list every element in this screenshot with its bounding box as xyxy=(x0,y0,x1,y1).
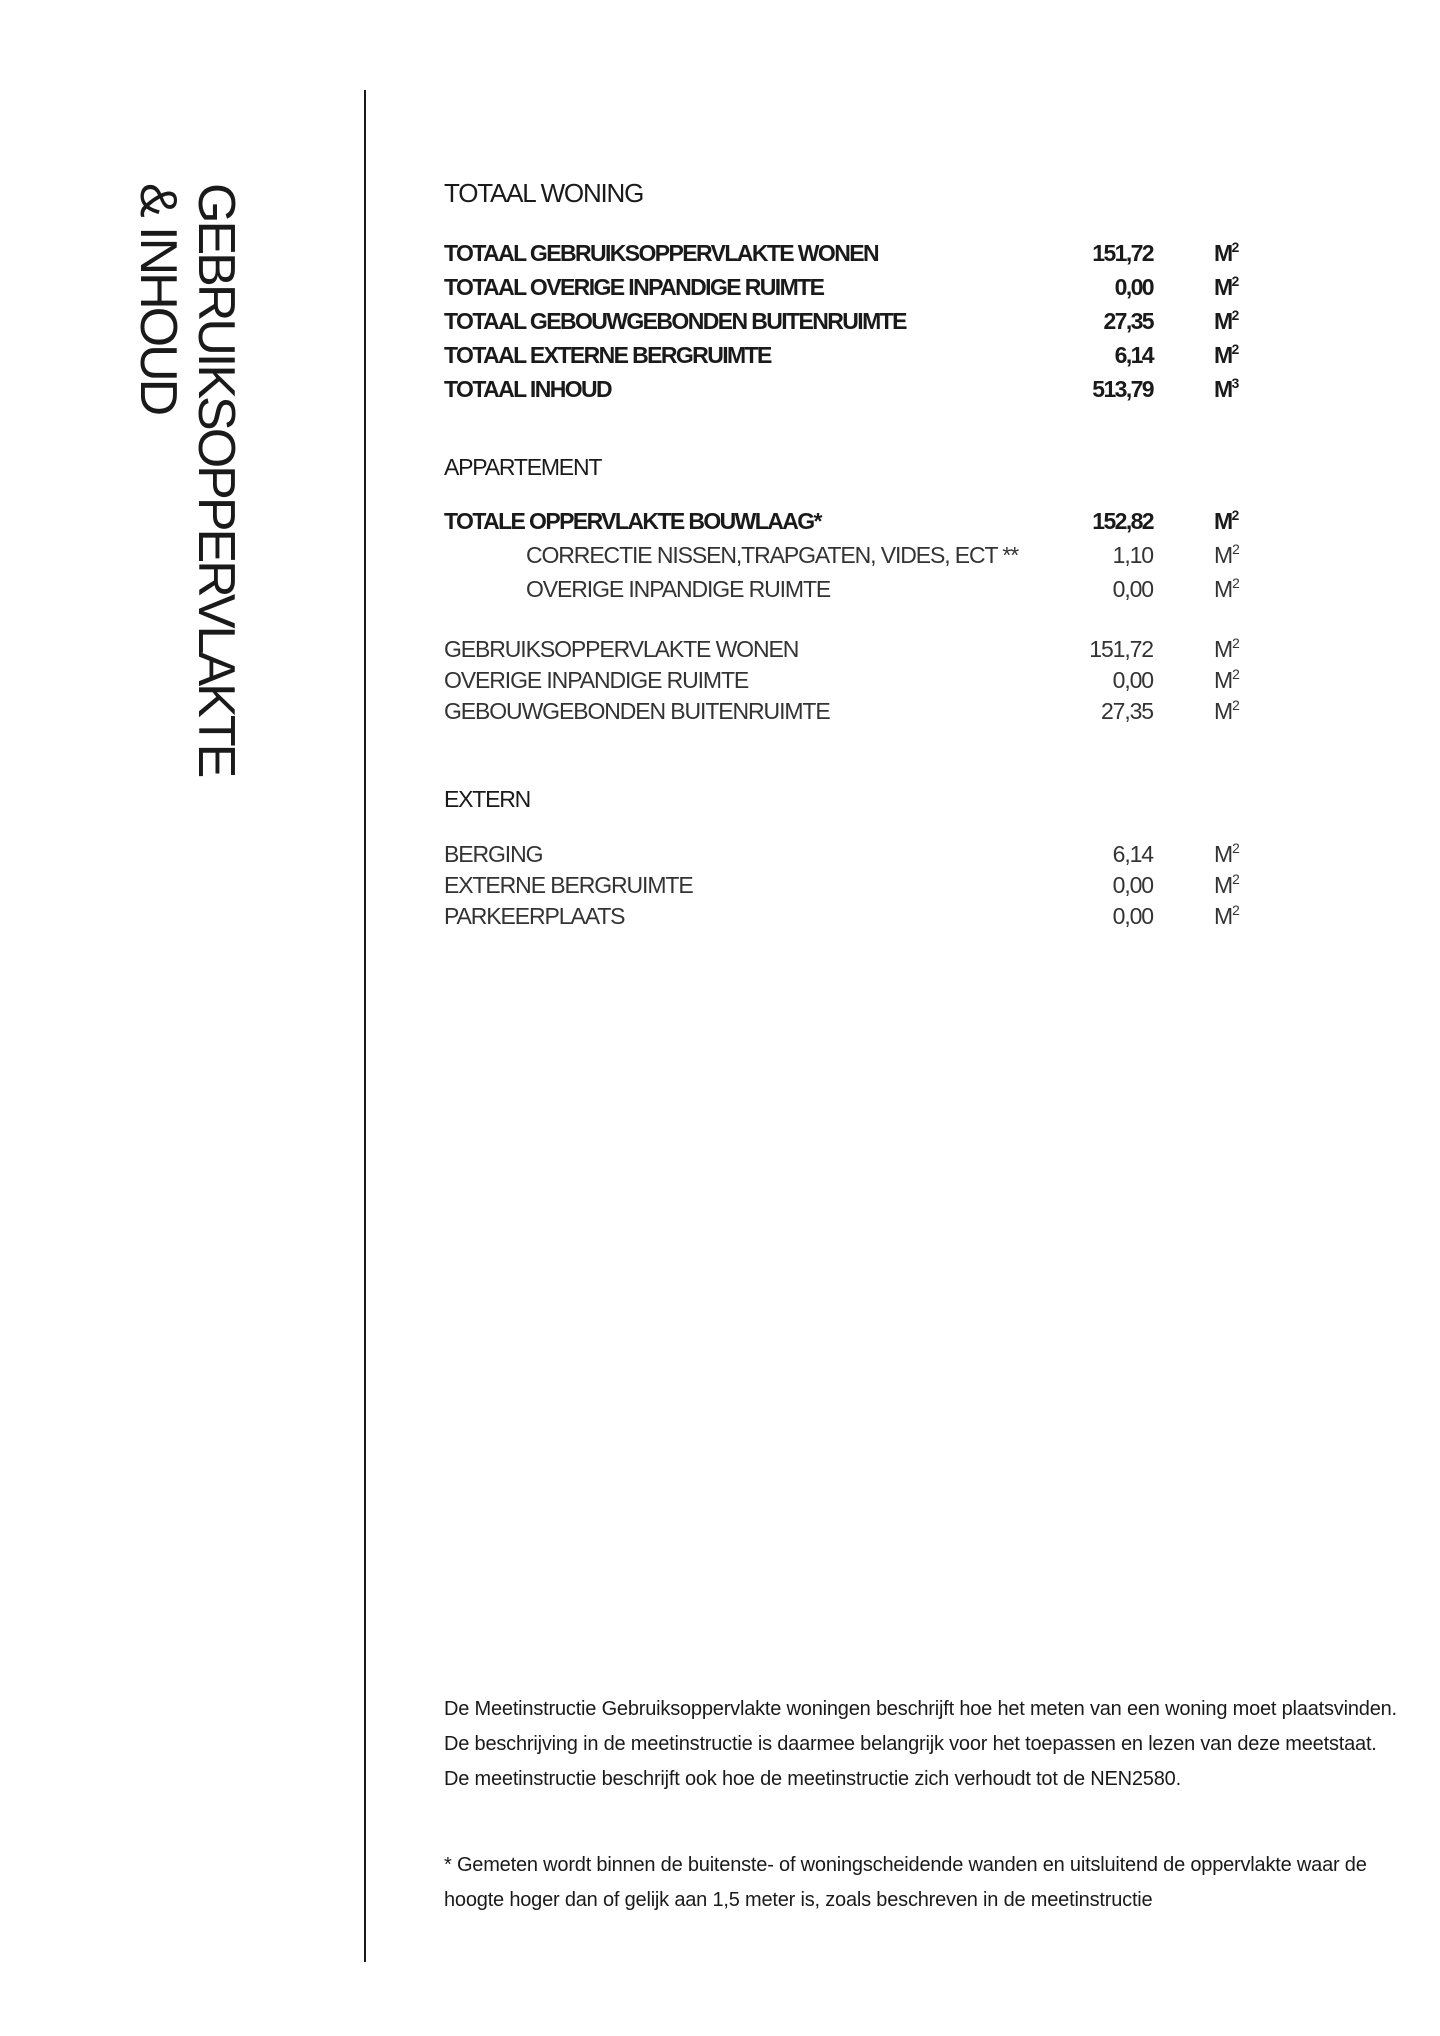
row-unit: $M^2$ xyxy=(1214,903,1239,929)
row-unit: $M^2$ xyxy=(1214,542,1239,568)
row-label: GEBRUIKSOPPERVLAKTE WONEN xyxy=(444,636,799,662)
vertical-divider xyxy=(364,90,366,1962)
table-row xyxy=(444,841,1244,871)
row-unit: $M^2$ xyxy=(1214,308,1238,334)
row-value: 513,79 xyxy=(1092,376,1153,402)
footer-paragraph-footnote: * Gemeten wordt binnen de buitenste- of woningscheidende wanden en uitsluitend de oppervlakte waar de hoogte hoger dan of gelijk aan 1,5 meter is, zoals beschreven in de meetinstructie xyxy=(444,1854,1367,1911)
row-value: 0,00 xyxy=(1112,872,1153,898)
row-value: 27,35 xyxy=(1103,308,1153,334)
row-unit: $M^2$ xyxy=(1214,576,1239,602)
row-label: TOTALE OPPERVLAKTE BOUWLAAG* xyxy=(444,508,821,534)
section-heading-totaal: TOTAAL WONING xyxy=(444,178,644,208)
row-unit: $M^2$ xyxy=(1214,698,1239,724)
table-row xyxy=(444,342,1244,372)
row-label: BERGING xyxy=(444,841,543,867)
row-label: OVERIGE INPANDIGE RUIMTE xyxy=(526,576,831,602)
row-unit: $M^2$ xyxy=(1214,841,1239,867)
section-heading-extern: EXTERN xyxy=(444,786,531,812)
row-value: 6,14 xyxy=(1114,342,1153,368)
row-label: PARKEERPLAATS xyxy=(444,903,625,929)
row-label: EXTERNE BERGRUIMTE xyxy=(444,872,693,898)
row-unit: $M^2$ xyxy=(1214,274,1238,300)
table-row xyxy=(444,274,1244,304)
row-value: 0,00 xyxy=(1112,667,1153,693)
table-row xyxy=(444,667,1244,697)
row-label: TOTAAL INHOUD xyxy=(444,376,612,402)
row-value: 151,72 xyxy=(1092,240,1153,266)
table-row xyxy=(444,698,1244,728)
row-unit: $M^3$ xyxy=(1214,376,1238,402)
row-label: TOTAAL GEBOUWGEBONDEN BUITENRUIMTE xyxy=(444,308,906,334)
row-value: 0,00 xyxy=(1114,274,1153,300)
side-title-line-1: GEBRUIKSOPPERVLAKTE xyxy=(187,183,245,776)
table-row xyxy=(444,376,1244,406)
row-label: TOTAAL OVERIGE INPANDIGE RUIMTE xyxy=(444,274,824,300)
row-value: 0,00 xyxy=(1112,576,1153,602)
table-row xyxy=(444,636,1244,666)
side-title-line-2: & INHOUD xyxy=(129,183,187,414)
footer-paragraph-meetinstructie: De Meetinstructie Gebruiksoppervlakte woningen beschrijft hoe het meten van een woning moet plaatsvinden. De beschrijving in de meetinstructie is daarmee belangrijk voor het toepassen en lezen van deze meetstaat. De meetinstructie beschrijft ook hoe de meetinstructie zich verhoudt tot de NEN2580. xyxy=(444,1698,1397,1790)
table-row xyxy=(444,903,1244,933)
row-unit: $M^2$ xyxy=(1214,508,1238,534)
row-unit: $M^2$ xyxy=(1214,240,1238,266)
table-row xyxy=(444,240,1244,270)
table-row xyxy=(444,576,1244,606)
row-unit: $M^2$ xyxy=(1214,667,1239,693)
row-value: 27,35 xyxy=(1100,698,1153,724)
row-label: GEBOUWGEBONDEN BUITENRUIMTE xyxy=(444,698,830,724)
row-value: 1,10 xyxy=(1112,542,1153,568)
row-value: 151,72 xyxy=(1089,636,1153,662)
table-row xyxy=(444,308,1244,338)
row-value: 6,14 xyxy=(1112,841,1153,867)
table-row xyxy=(444,872,1244,902)
row-label: TOTAAL GEBRUIKSOPPERVLAKTE WONEN xyxy=(444,240,878,266)
side-title xyxy=(121,183,281,903)
row-unit: $M^2$ xyxy=(1214,636,1239,662)
row-value: 0,00 xyxy=(1112,903,1153,929)
row-label: OVERIGE INPANDIGE RUIMTE xyxy=(444,667,749,693)
table-row xyxy=(444,542,1244,572)
section-heading-appartement: APPARTEMENT xyxy=(444,454,602,480)
row-label: TOTAAL EXTERNE BERGRUIMTE xyxy=(444,342,771,368)
row-label: CORRECTIE NISSEN,TRAPGATEN, VIDES, ECT ** xyxy=(526,542,1019,568)
row-unit: $M^2$ xyxy=(1214,342,1238,368)
table-row xyxy=(444,508,1244,538)
row-unit: $M^2$ xyxy=(1214,872,1239,898)
row-value: 152,82 xyxy=(1092,508,1153,534)
